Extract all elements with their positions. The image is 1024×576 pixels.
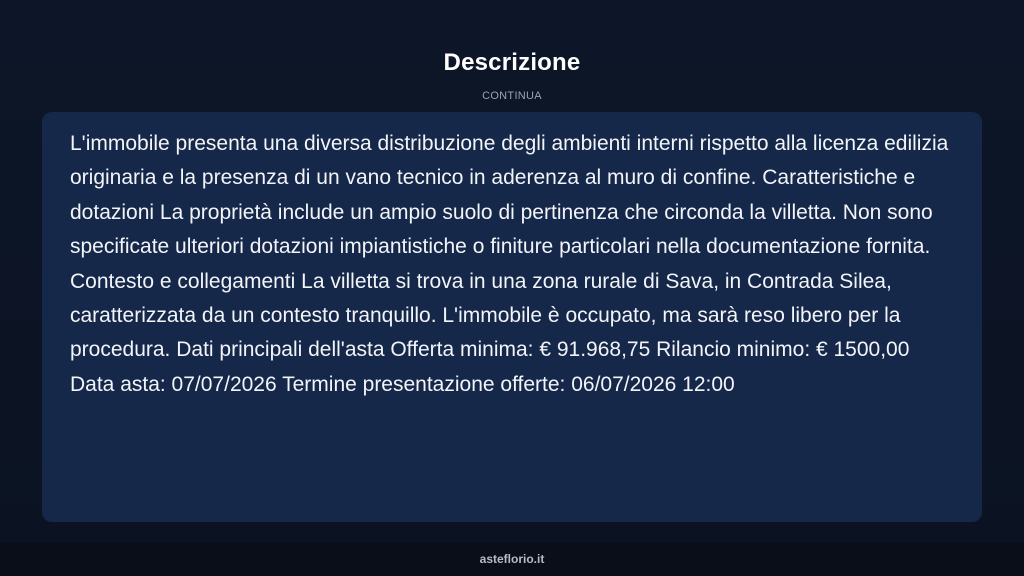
- footer-site-name: asteflorio.it: [479, 552, 545, 566]
- page-title: Descrizione: [443, 49, 581, 76]
- continue-label: CONTINUA: [482, 90, 542, 102]
- description-text: L'immobile presenta una diversa distribuzione degli ambienti interni rispetto alla licenza edilizia originaria e la presenza di un vano tecnico in aderenza al muro di confine. Caratteristiche e dotazioni La proprietà include un ampio suolo di pertinenza che circonda la villetta. Non sono specificate ulteriori dotazioni impiantistiche o finiture particolari nella documentazione fornita. Contesto e collegamenti La villetta si trova in una zona rurale di Sava, in Contrada Silea, caratterizzata da un contesto tranquillo. L'immobile è occupato, ma sarà reso libero per la procedura. Dati principali dell'asta Offerta minima: € 91.968,75 Rilancio minimo: € 1500,00 Data asta: 07/07/2026 Termine presentazione offerte: 06/07/2026 12:00: [70, 132, 949, 396]
- description-card: [42, 112, 982, 522]
- footer-bar: [0, 543, 1024, 576]
